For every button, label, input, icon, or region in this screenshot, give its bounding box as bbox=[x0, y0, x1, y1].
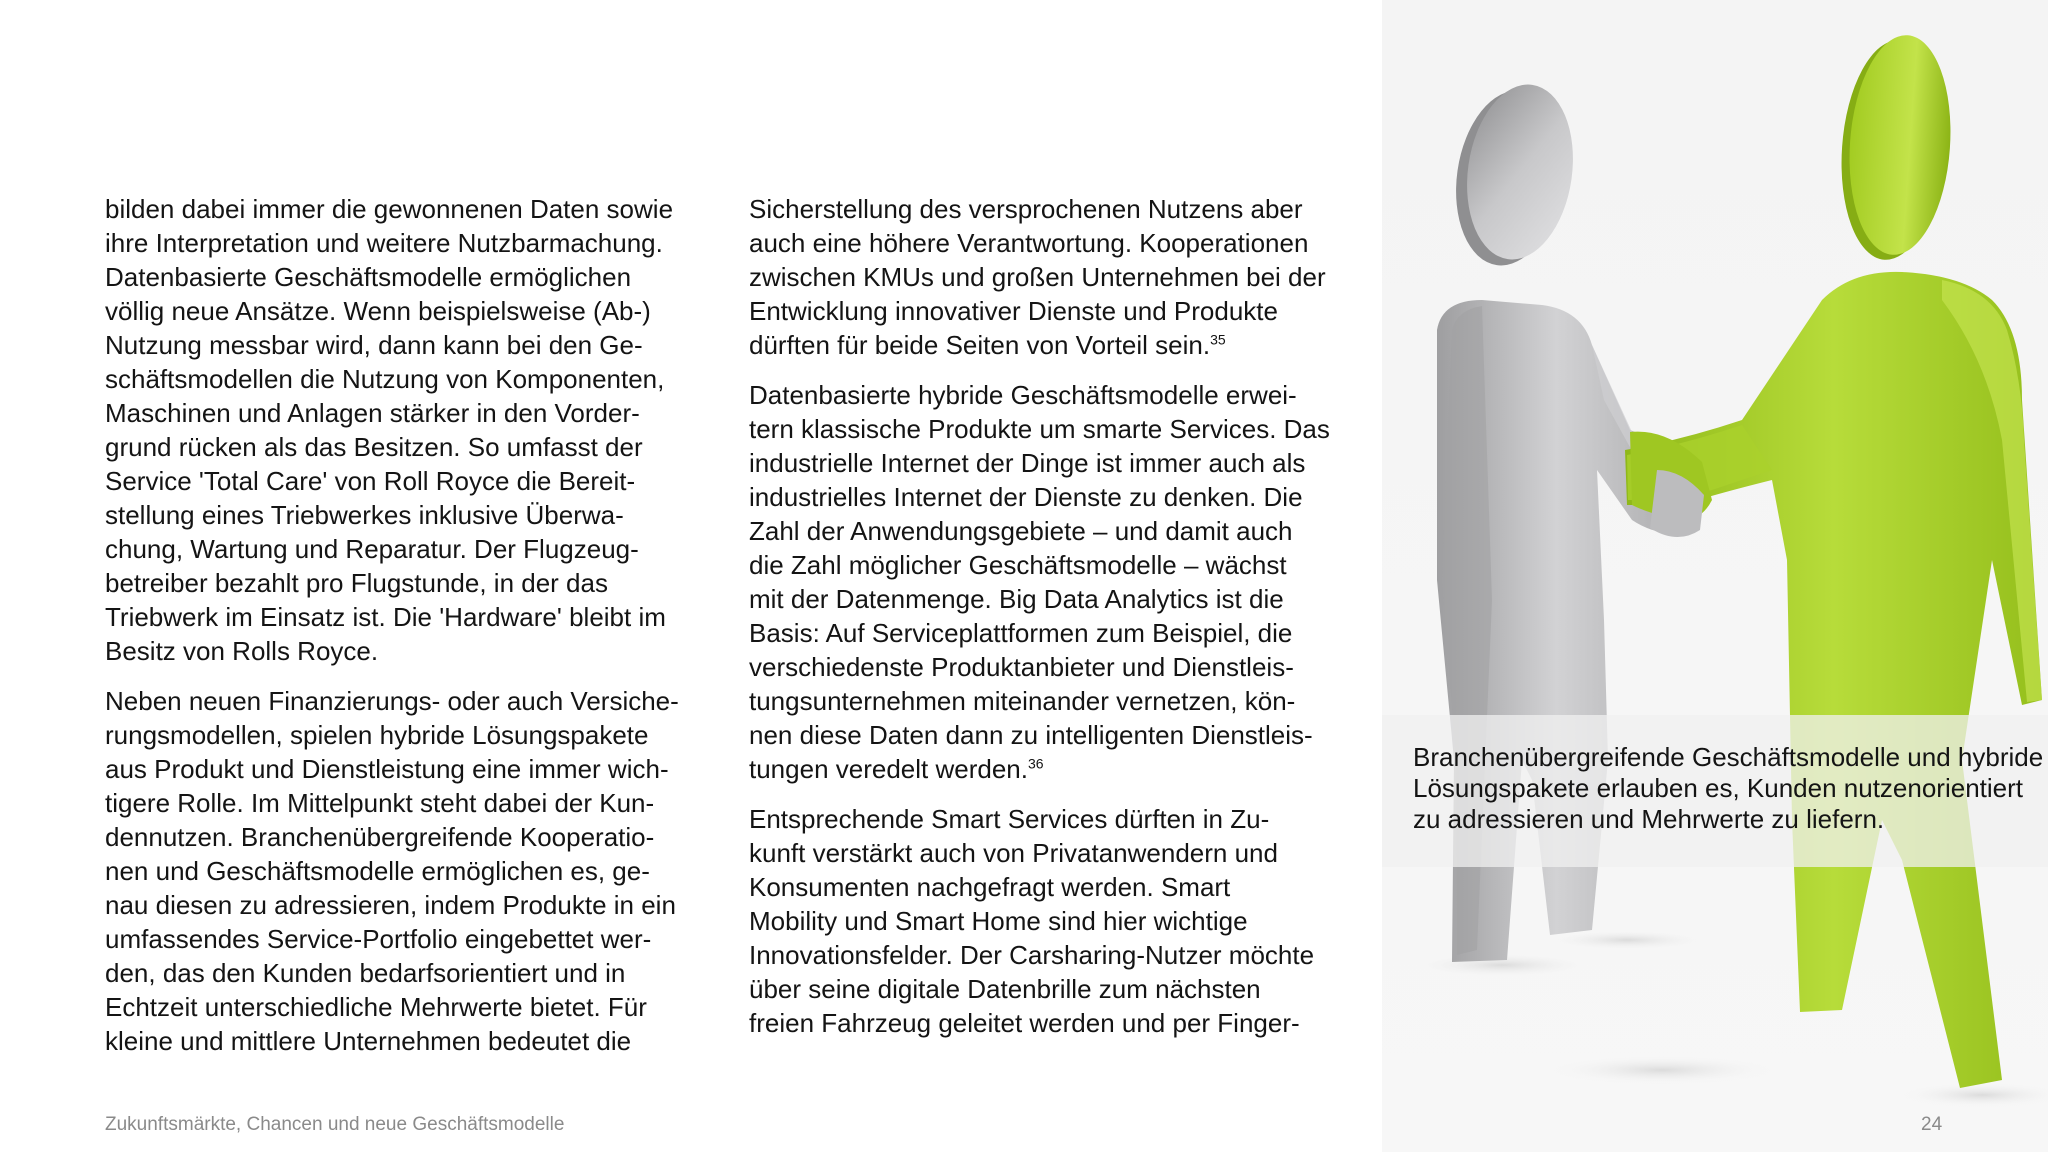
caption-line: Branchenübergreifende Geschäftsmodelle und hybride bbox=[1413, 742, 2044, 772]
paragraph bbox=[749, 802, 1329, 1040]
text-line: industrielles Internet der Dienste zu denken. Die bbox=[749, 482, 1303, 512]
paragraph bbox=[105, 684, 685, 1058]
text-line: auch eine höhere Verantwortung. Kooperationen bbox=[749, 228, 1309, 258]
text-line: mit der Datenmenge. Big Data Analytics ist die bbox=[749, 584, 1284, 614]
text-line: Besitz von Rolls Royce. bbox=[105, 636, 379, 666]
text-line: dennutzen. Branchenübergreifende Kooperatio- bbox=[105, 822, 655, 852]
text-line: über seine digitale Datenbrille zum nächsten bbox=[749, 974, 1261, 1004]
text-line: Mobility und Smart Home sind hier wichtige bbox=[749, 906, 1248, 936]
text-line: Konsumenten nachgefragt werden. Smart bbox=[749, 872, 1231, 902]
text-line: Entsprechende Smart Services dürften in Zu- bbox=[749, 804, 1270, 834]
floor-shadow bbox=[1902, 1083, 2048, 1107]
text-line: Triebwerk im Einsatz ist. Die 'Hardware' bleibt im bbox=[105, 602, 666, 632]
text-line: ihre Interpretation und weitere Nutzbarmachung. bbox=[105, 228, 663, 258]
text-line: Basis: Auf Serviceplattformen zum Beispiel, die bbox=[749, 618, 1293, 648]
page-number: 24 bbox=[1921, 1114, 1943, 1135]
text-line-content: tungen veredelt werden. bbox=[749, 754, 1028, 784]
text-line: Service 'Total Care' von Roll Royce die Bereit- bbox=[105, 466, 636, 496]
text-line: Echtzeit unterschiedliche Mehrwerte bietet. Für bbox=[105, 992, 647, 1022]
paragraph bbox=[105, 192, 685, 668]
text-line: Innovationsfelder. Der Carsharing-Nutzer möchte bbox=[749, 940, 1315, 970]
text-line: völlig neue Ansätze. Wenn beispielsweise (Ab-) bbox=[105, 296, 651, 326]
paragraph bbox=[749, 192, 1329, 362]
text-line: rungsmodellen, spielen hybride Lösungspakete bbox=[105, 720, 649, 750]
text-line: Neben neuen Finanzierungs- oder auch Versiche- bbox=[105, 686, 679, 716]
footnote-ref[interactable]: 36 bbox=[1027, 755, 1044, 772]
text-line: schäftsmodellen die Nutzung von Komponenten, bbox=[105, 364, 665, 394]
text-line: freien Fahrzeug geleitet werden und per Finger- bbox=[749, 1008, 1300, 1038]
paragraph bbox=[749, 378, 1329, 786]
text-line: Zahl der Anwendungsgebiete – und damit auch bbox=[749, 516, 1293, 546]
text-line bbox=[749, 328, 1329, 362]
text-line: tern klassische Produkte um smarte Services. Das bbox=[749, 414, 1330, 444]
floor-shadow bbox=[1547, 930, 1707, 950]
text-line: bilden dabei immer die gewonnenen Daten sowie bbox=[105, 194, 674, 224]
text-column-right bbox=[749, 192, 1329, 1056]
text-line: grund rücken als das Besitzen. So umfasst der bbox=[105, 432, 643, 462]
text-line: stellung eines Triebwerkes inklusive Überwa- bbox=[105, 500, 624, 530]
image-panel bbox=[1382, 0, 2048, 1152]
floor-shadow bbox=[1552, 1056, 1772, 1084]
text-line bbox=[749, 752, 1329, 786]
caption-line: zu adressieren und Mehrwerte zu liefern. bbox=[1413, 804, 1885, 834]
handshake-figures-icon bbox=[1382, 0, 2048, 1152]
text-line: Sicherstellung des versprochenen Nutzens aber bbox=[749, 194, 1303, 224]
footer-title: Zukunftsmärkte, Chancen und neue Geschäftsmodelle bbox=[105, 1114, 565, 1135]
text-line: Entwicklung innovativer Dienste und Produkte bbox=[749, 296, 1278, 326]
text-line: die Zahl möglicher Geschäftsmodelle – wächst bbox=[749, 550, 1287, 580]
text-line: nen und Geschäftsmodelle ermöglichen es, ge- bbox=[105, 856, 650, 886]
green-figure bbox=[1625, 32, 2042, 1088]
text-line: Nutzung messbar wird, dann kann bei den Ge- bbox=[105, 330, 643, 360]
text-line: industrielle Internet der Dinge ist immer auch als bbox=[749, 448, 1306, 478]
text-line: betreiber bezahlt pro Flugstunde, in der das bbox=[105, 568, 608, 598]
footnote-ref[interactable]: 35 bbox=[1210, 331, 1226, 348]
text-line: kunft verstärkt auch von Privatanwendern und bbox=[749, 838, 1278, 868]
text-line: tungsunternehmen miteinander vernetzen, kön- bbox=[749, 686, 1296, 716]
text-line: umfassendes Service-Portfolio eingebettet wer- bbox=[105, 924, 652, 954]
text-line: chung, Wartung und Reparatur. Der Flugzeug- bbox=[105, 534, 639, 564]
text-line: verschiedenste Produktanbieter und Dienstleis- bbox=[749, 652, 1294, 682]
text-line: nen diese Daten dann zu intelligenten Dienstleis- bbox=[749, 720, 1313, 750]
text-column-left bbox=[105, 192, 685, 1074]
text-line: den, das den Kunden bedarfsorientiert und in bbox=[105, 958, 626, 988]
image-caption bbox=[1413, 742, 2044, 835]
caption-line: Lösungspakete erlauben es, Kunden nutzenorientiert bbox=[1413, 773, 2023, 803]
text-line: aus Produkt und Dienstleistung eine immer wich- bbox=[105, 754, 669, 784]
text-line: Datenbasierte hybride Geschäftsmodelle erwei- bbox=[749, 380, 1297, 410]
text-line: Maschinen und Anlagen stärker in den Vorder- bbox=[105, 398, 640, 428]
text-line-content: dürften für beide Seiten von Vorteil sein. bbox=[749, 330, 1211, 360]
text-line: kleine und mittlere Unternehmen bedeutet die bbox=[105, 1026, 632, 1056]
text-line: Datenbasierte Geschäftsmodelle ermöglichen bbox=[105, 262, 632, 292]
text-line: nau diesen zu adressieren, indem Produkte in ein bbox=[105, 890, 676, 920]
text-line: tigere Rolle. Im Mittelpunkt steht dabei der Kun- bbox=[105, 788, 655, 818]
text-line: zwischen KMUs und großen Unternehmen bei der bbox=[749, 262, 1326, 292]
